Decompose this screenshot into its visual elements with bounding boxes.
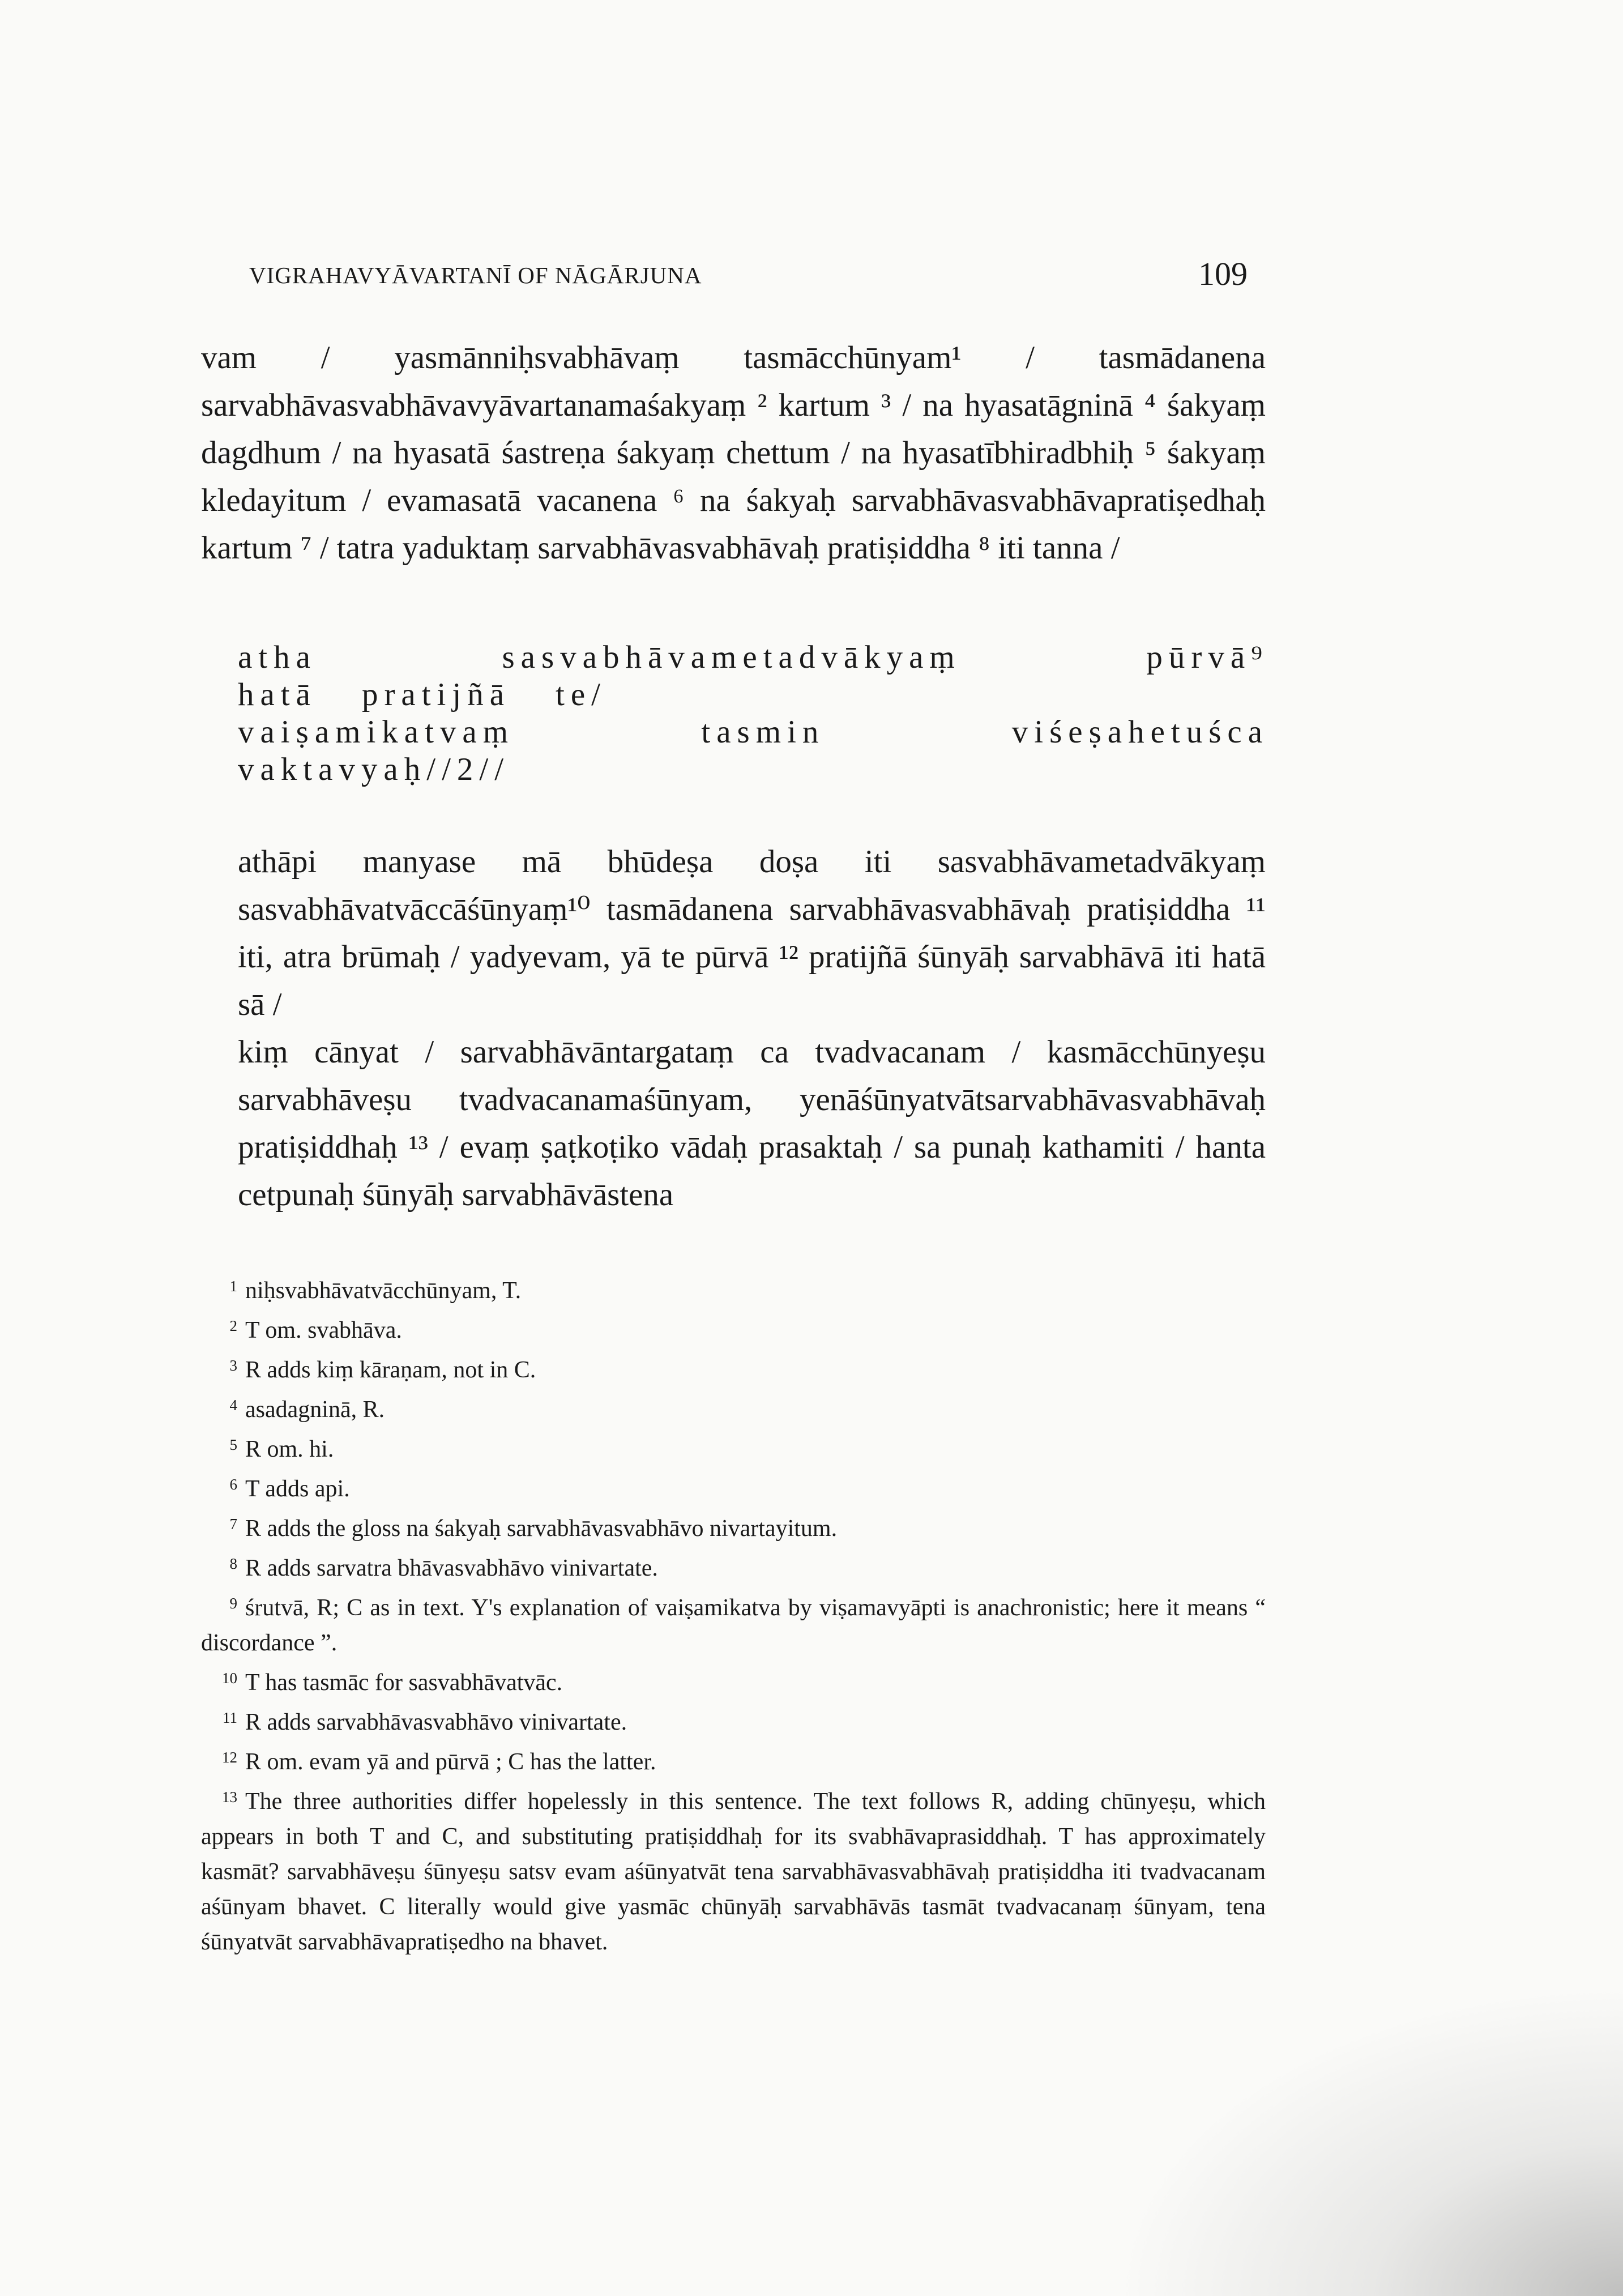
footnote-text: niḥsvabhāvatvācchūnyam, T. (245, 1278, 522, 1304)
footnote (201, 1546, 1266, 1586)
verse-word: vaiṣamikatvaṃ (238, 714, 515, 750)
footnote-text: śrutvā, R; C as in text. Y's explanation of vaiṣamikatva by viṣamavyāpti is anachronistic; here it means “ discordance ”. (201, 1595, 1266, 1656)
footnote-text: T om. svabhāva. (245, 1317, 402, 1343)
footnote-text: T adds api. (245, 1476, 350, 1502)
commentary (238, 838, 1266, 1219)
running-head: VIGRAHAVYĀVARTANĪ OF NĀGĀRJUNA (249, 262, 702, 288)
footnote-number: 1 (229, 1278, 237, 1295)
footnote (201, 1427, 1266, 1467)
footnote (201, 1740, 1266, 1779)
footnote (201, 1661, 1266, 1700)
verse-word: hatā (238, 677, 317, 712)
verse-block (238, 639, 1268, 788)
footnote (201, 1467, 1266, 1507)
footnote-text: R om. hi. (245, 1436, 334, 1462)
footnote-number: 10 (222, 1670, 237, 1687)
scan-shadow (1113, 1985, 1623, 2296)
verse-word: sasvabhāvametadvākyaṃ (502, 639, 961, 675)
verse-line-2 (238, 676, 1268, 714)
footnote-text: asadagninā, R. (245, 1397, 385, 1423)
verse-word: atha (238, 639, 317, 675)
footnote (201, 1507, 1266, 1546)
footnote (201, 1700, 1266, 1740)
footnote-number: 9 (229, 1595, 237, 1612)
footnote-text: The three authorities differ hopelessly in this sentence. The text follows R, adding chūnyeṣu, which appears in both T and C, and substituting pratiṣiddhaḥ for its svabhāvaprasiddhaḥ. T has approximately kasmāt? sarvabhāveṣu śūnyeṣu satsv evam aśūnyatvāt tena sarvabhāvasvabhāvaḥ pratiṣiddha iti tvadvacanam aśūnyam bhavet. C literally would give yasmāc chūnyāḥ sarvabhāvās tasmāt tvadvacanaṃ śūnyam, tena śūnyatvāt sarvabhāvapratiṣedho na bhavet. (201, 1789, 1266, 1955)
footnote (201, 1586, 1266, 1661)
main-paragraph: vam / yasmānniḥsvabhāvaṃ tasmācchūnyam¹ / tasmādanena sarvabhāvasvabhāvavyāvartanamaśakyaṃ ² kartum ³ / na hyasatāgninā ⁴ śakyaṃ dagdhum / na hyasatā śastreṇa śakyaṃ chettum / na hyasatībhiradbhiḥ ⁵ śakyaṃ kledayitum / evamasatā vacanena ⁶ na śakyaḥ sarvabhāvasvabhāvapratiṣedhaḥ kartum ⁷ / tatra yaduktaṃ sarvabhāvasvabhāvaḥ pratiṣiddha ⁸ iti tanna / (201, 340, 1266, 566)
footnote-number: 12 (222, 1749, 237, 1766)
footnote (201, 1308, 1266, 1348)
footnote-number: 2 (229, 1317, 237, 1334)
footnote (201, 1388, 1266, 1427)
footnote-text: R adds sarvatra bhāvasvabhāvo vinivartate. (245, 1555, 658, 1581)
footnote-number: 8 (229, 1555, 237, 1572)
verse-word: viśeṣahetuśca (1011, 714, 1268, 750)
footnote (201, 1779, 1266, 1960)
verse-word: tasmin (701, 714, 825, 750)
footnote-number: 13 (222, 1789, 237, 1806)
footnote (201, 1269, 1266, 1308)
footnote-number: 6 (229, 1476, 237, 1493)
verse-line-4 (238, 751, 1268, 788)
verse-line-3 (238, 714, 1268, 751)
footnote-text: R om. evam yā and pūrvā ; C has the latter. (245, 1749, 656, 1775)
commentary-paragraph-1: athāpi manyase mā bhūdeṣa doṣa iti sasvabhāvametadvākyaṃ sasvabhāvatvāccāśūnyaṃ¹⁰ tasmādanena sarvabhāvasvabhāvaḥ pratiṣiddha ¹¹ iti, atra brūmaḥ / yadyevam, yā te pūrvā ¹² pratijñā śūnyāḥ sarvabhāvā iti hatā sā / (238, 844, 1266, 1022)
verse-word: pūrvā⁹ (1146, 639, 1268, 675)
main-text (201, 334, 1266, 572)
commentary-paragraph-2: kiṃ cānyat / sarvabhāvāntargataṃ ca tvadvacanam / kasmācchūnyeṣu sarvabhāveṣu tvadvacanamaśūnyam, yenāśūnyatvātsarvabhāvasvabhāvaḥ pratiṣiddhaḥ ¹³ / evaṃ ṣaṭkoṭiko vādaḥ prasaktaḥ / sa punaḥ kathamiti / hanta cetpunaḥ śūnyāḥ sarvabhāvāstena (238, 1034, 1266, 1213)
footnote-text: R adds kiṃ kāraṇam, not in C. (245, 1357, 536, 1383)
footnote-number: 11 (223, 1709, 237, 1726)
footnotes (201, 1269, 1266, 1960)
footnote (201, 1348, 1266, 1388)
footnote-number: 4 (229, 1397, 237, 1414)
footnote-text: T has tasmāc for sasvabhāvatvāc. (245, 1670, 563, 1696)
verse-word: te/ (556, 677, 607, 712)
footnote-text: R adds the gloss na śakyaḥ sarvabhāvasvabhāvo nivartayitum. (245, 1516, 838, 1542)
footnote-number: 5 (229, 1436, 237, 1453)
footnote-number: 7 (229, 1516, 237, 1533)
verse-line-1 (238, 639, 1268, 676)
verse-word: pratijñā (361, 677, 511, 712)
verse-word: vaktavyaḥ//2// (238, 752, 510, 787)
footnote-number: 3 (229, 1357, 237, 1374)
footnote-text: R adds sarvabhāvasvabhāvo vinivartate. (245, 1709, 627, 1735)
page-number: 109 (1198, 255, 1248, 292)
